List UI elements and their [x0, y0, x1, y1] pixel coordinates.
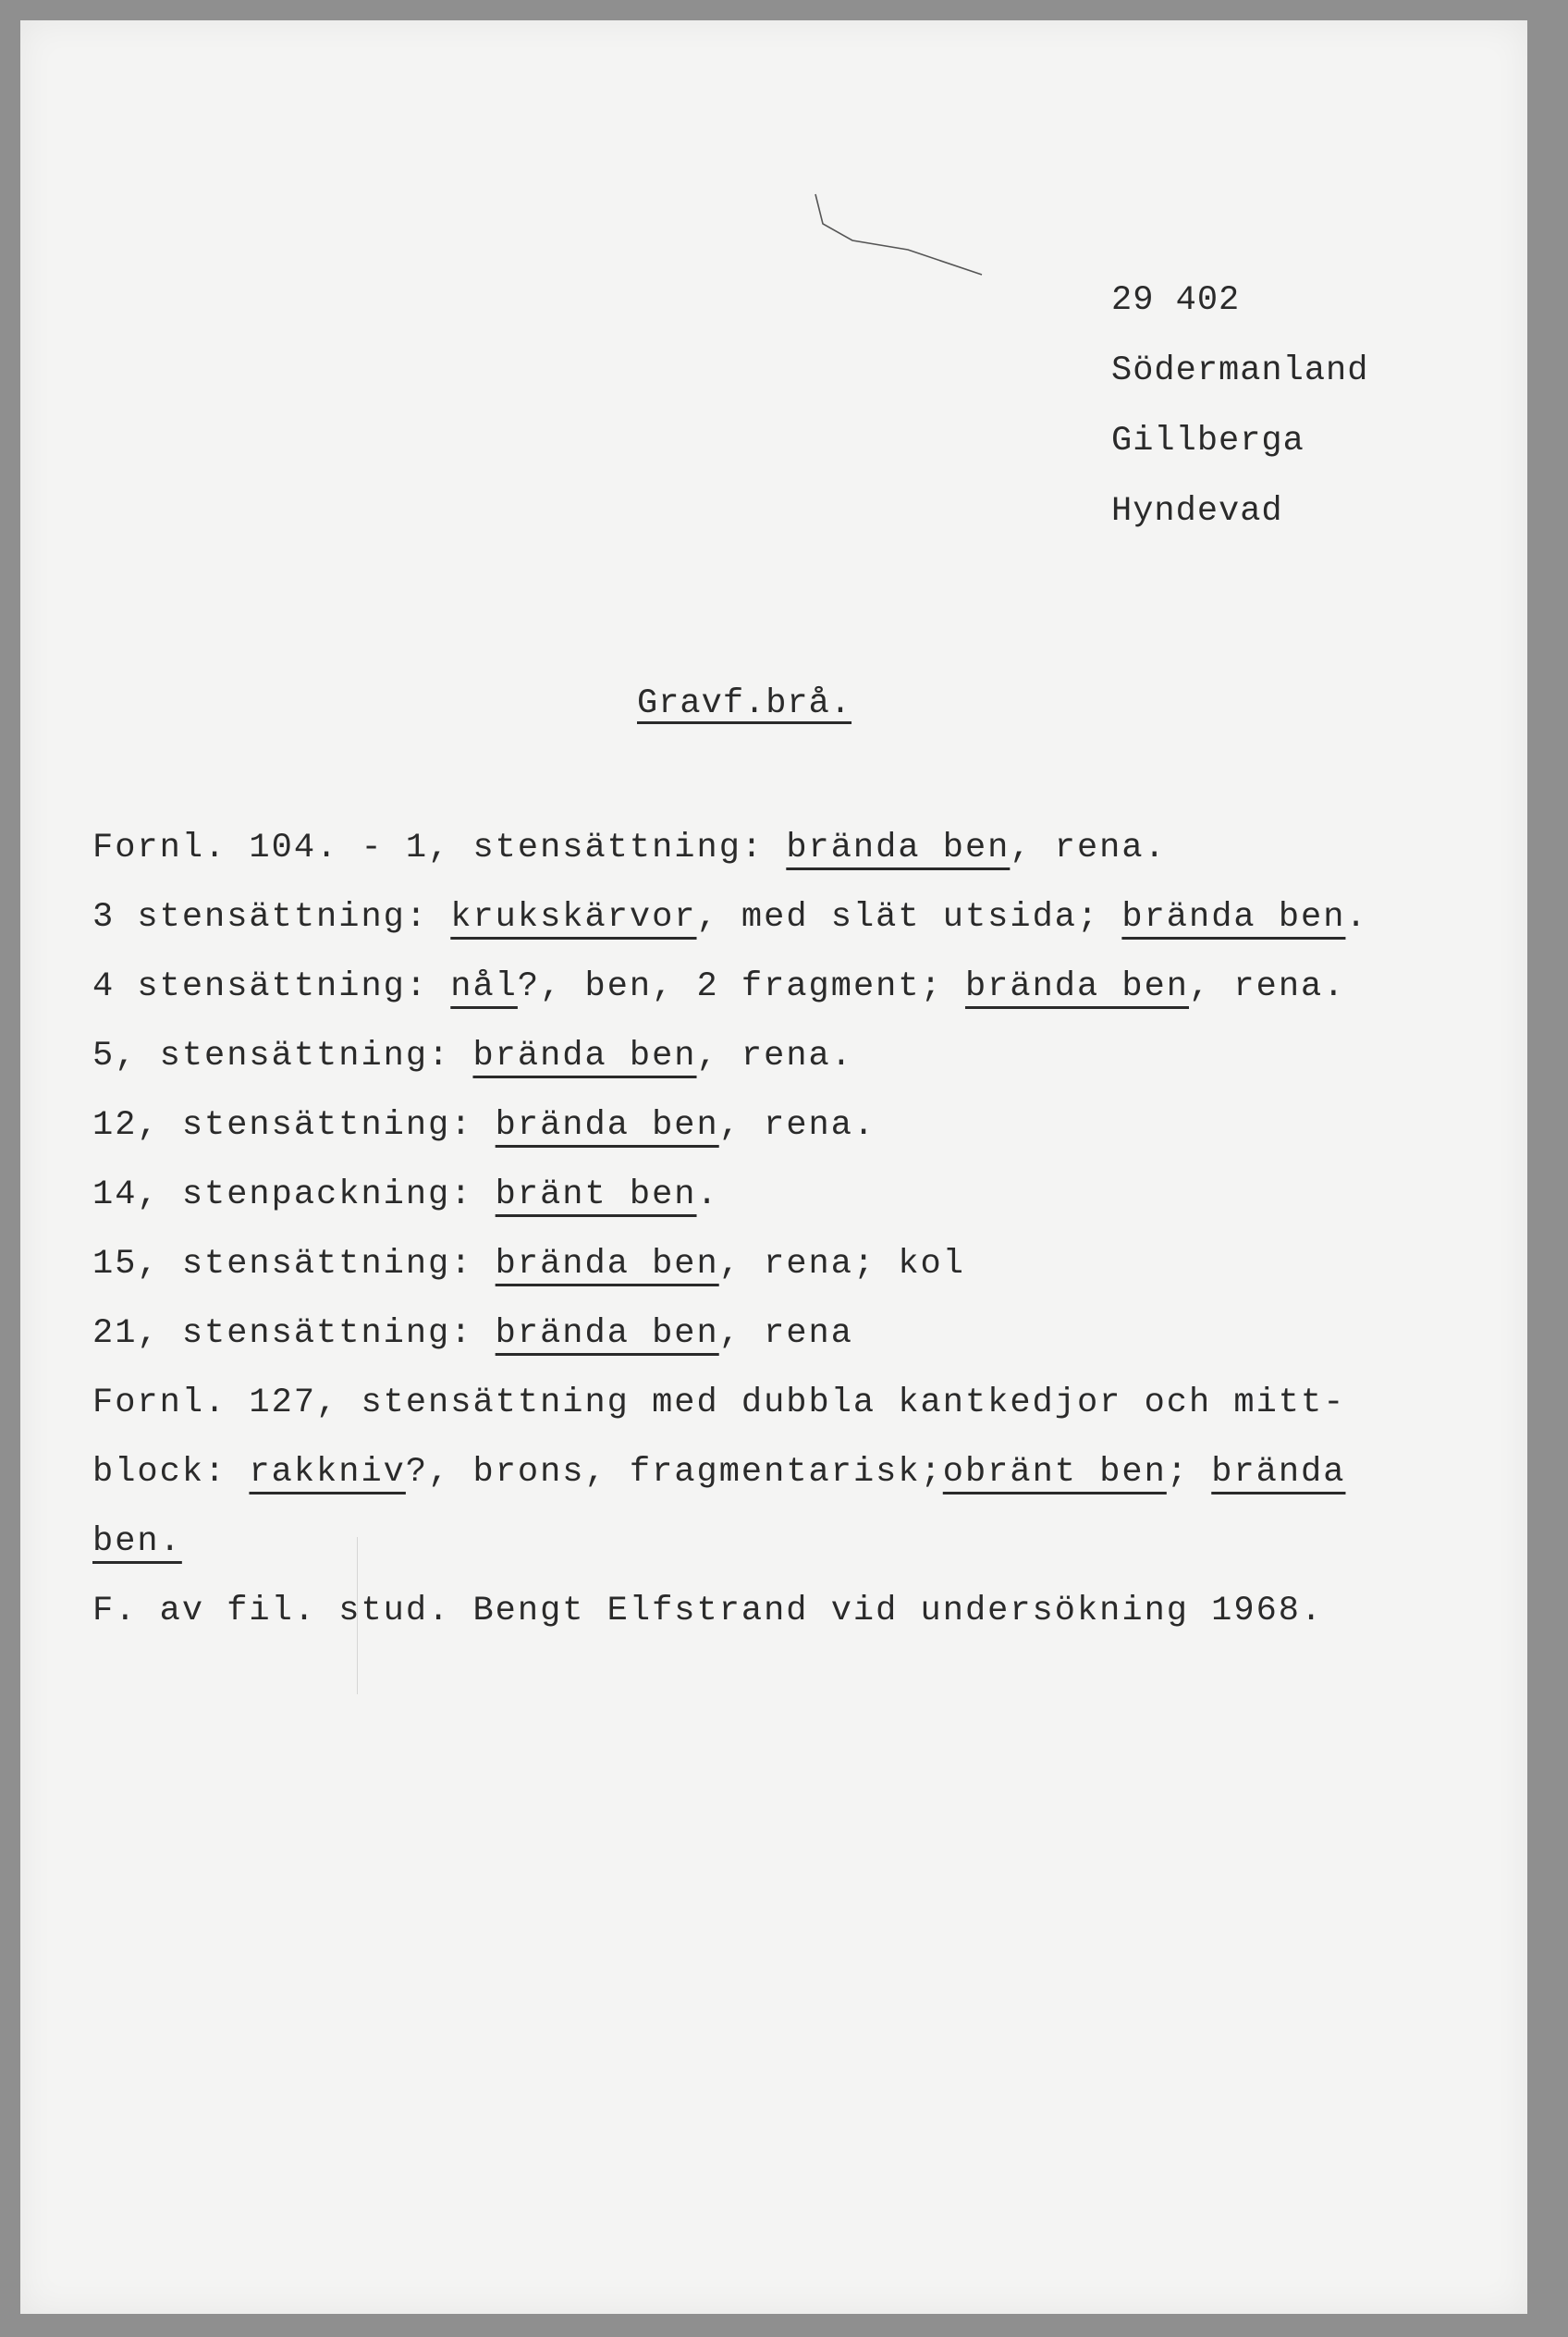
- underlined-term: brända ben: [786, 829, 1011, 867]
- text-line: [92, 1091, 1516, 1161]
- underlined-term: bränt ben: [495, 1175, 697, 1214]
- header-block: [1111, 265, 1368, 547]
- record-body: [92, 814, 1516, 1646]
- index-card: [20, 20, 1527, 2314]
- province: Södermanland: [1111, 351, 1369, 390]
- underlined-term: brända: [1211, 1453, 1346, 1492]
- text-line: [92, 1022, 1516, 1091]
- text-line: [92, 953, 1516, 1022]
- text-segment: F. av fil. stud. Bengt Elfstrand vid undersökning 1968.: [92, 1592, 1324, 1630]
- text-line: [92, 1299, 1516, 1369]
- text-segment: block:: [92, 1453, 250, 1492]
- text-segment: , rena.: [1189, 967, 1346, 1006]
- underlined-term: brända ben: [472, 1037, 697, 1076]
- text-segment: ?, brons, fragmentarisk;: [405, 1453, 943, 1492]
- underlined-term: ben.: [92, 1522, 182, 1561]
- underlined-term: obränt ben: [942, 1453, 1167, 1492]
- text-segment: 21, stensättning:: [92, 1314, 496, 1353]
- text-line: [92, 1161, 1516, 1230]
- document-title: Gravf.brå.: [637, 684, 852, 723]
- pencil-tick-mark: [797, 187, 1000, 289]
- underlined-term: brända ben: [1121, 898, 1346, 937]
- text-segment: , rena.: [696, 1037, 853, 1076]
- text-segment: 3 stensättning:: [92, 898, 451, 937]
- text-segment: , rena.: [718, 1106, 876, 1145]
- text-segment: .: [1345, 898, 1368, 937]
- text-segment: .: [696, 1175, 719, 1214]
- text-line: [92, 1438, 1516, 1507]
- text-segment: , med slät utsida;: [696, 898, 1122, 937]
- text-segment: Fornl. 104. - 1, stensättning:: [92, 829, 787, 867]
- text-segment: 12, stensättning:: [92, 1106, 496, 1145]
- text-segment: , rena; kol: [718, 1245, 965, 1284]
- text-segment: 5, stensättning:: [92, 1037, 473, 1076]
- underlined-term: rakkniv: [249, 1453, 406, 1492]
- text-segment: , rena.: [1010, 829, 1167, 867]
- text-line: [92, 883, 1516, 953]
- parish: Gillberga: [1111, 422, 1305, 461]
- text-segment: Fornl. 127, stensättning med dubbla kantkedjor och mitt-: [92, 1384, 1346, 1422]
- underlined-term: brända ben: [495, 1245, 719, 1284]
- text-line: [92, 814, 1516, 883]
- inventory-number: 29 402: [1111, 281, 1241, 320]
- text-segment: 4 stensättning:: [92, 967, 451, 1006]
- text-segment: ;: [1166, 1453, 1212, 1492]
- underlined-term: brända ben: [495, 1314, 719, 1353]
- margin-line: [357, 1537, 358, 1694]
- site-name: Hyndevad: [1111, 492, 1283, 531]
- text-segment: 15, stensättning:: [92, 1245, 496, 1284]
- text-segment: 14, stenpackning:: [92, 1175, 496, 1214]
- text-line: [92, 1369, 1516, 1438]
- underlined-term: krukskärvor: [450, 898, 697, 937]
- underlined-term: brända ben: [964, 967, 1190, 1006]
- text-segment: , rena: [718, 1314, 853, 1353]
- text-line: [92, 1230, 1516, 1299]
- underlined-term: nål: [450, 967, 518, 1006]
- underlined-term: brända ben: [495, 1106, 719, 1145]
- text-segment: ?, ben, 2 fragment;: [517, 967, 965, 1006]
- text-line: [92, 1577, 1516, 1646]
- text-line: [92, 1507, 1516, 1577]
